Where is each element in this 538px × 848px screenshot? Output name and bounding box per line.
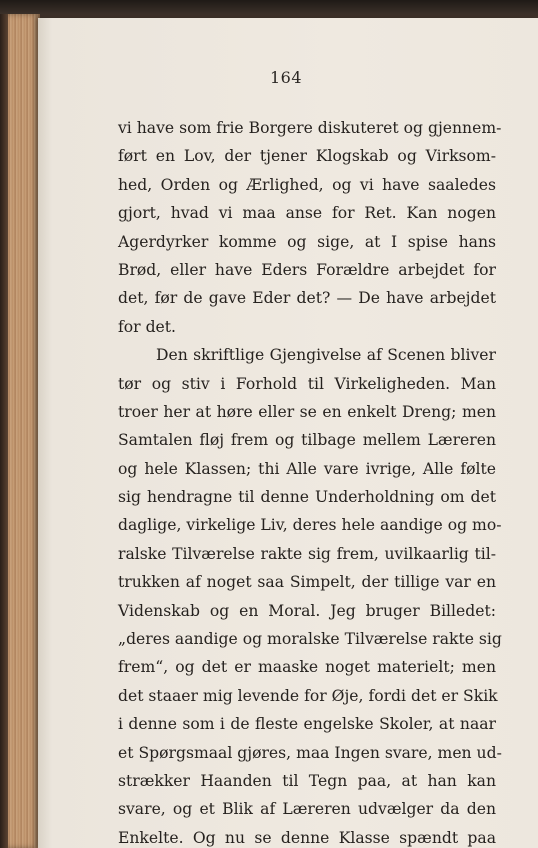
page-number: 164 — [269, 68, 303, 87]
text-line: troer her at høre eller se en enkelt Dreng; men — [118, 402, 496, 421]
text-line: i denne som i de fleste engelske Skoler, at naar — [118, 715, 496, 734]
text-line: det, før de gave Eder det? — De have arbejdet — [118, 289, 496, 308]
text-line: og hele Klassen; thi Alle vare ivrige, Alle følte — [118, 459, 496, 478]
text-line: Videnskab og en Moral. Jeg bruger Billedet: — [118, 601, 496, 620]
text-line: svare, og et Blik af Læreren udvælger da den — [118, 800, 496, 819]
text-line: daglige, virkelige Liv, deres hele aandige og mo- — [118, 516, 502, 535]
text-line: for det. — [118, 317, 177, 336]
text-line: Enkelte. Og nu se denne Klasse spændt paa — [118, 828, 496, 847]
text-line: ralske Tilværelse rakte sig frem, uvilkaarlig til- — [118, 544, 496, 563]
text-line: ført en Lov, der tjener Klogskab og Virksom- — [118, 147, 496, 166]
text-line: „deres aandige og moralske Tilværelse rakte sig — [118, 630, 502, 649]
book-spine-shadow — [0, 14, 8, 848]
text-line: tør og stiv i Forhold til Virkeligheden. Man — [118, 374, 496, 393]
text-line: sig hendragne til denne Underholdning om det — [118, 488, 496, 507]
text-line: frem“, og det er maaske noget materielt; men — [118, 658, 496, 677]
text-line: Brød, eller have Eders Forældre arbejdet for — [118, 260, 496, 279]
text-line: Samtalen fløj frem og tilbage mellem Læreren — [118, 431, 496, 450]
text-line: et Spørgsmaal gjøres, maa Ingen svare, men ud- — [118, 743, 502, 762]
text-line: trukken af noget saa Simpelt, der tillige var en — [118, 573, 496, 592]
text-line: strækker Haanden til Tegn paa, at han kan — [118, 771, 496, 790]
text-line: Den skriftlige Gjengivelse af Scenen bliver — [156, 346, 496, 365]
body-text — [118, 114, 502, 848]
text-line: vi have som frie Borgere diskuteret og gjennem- — [118, 119, 502, 137]
text-line: Agerdyrker komme og sige, at I spise hans — [118, 232, 496, 251]
text-line: gjort, hvad vi maa anse for Ret. Kan nogen — [118, 204, 496, 223]
text-line: det staaer mig levende for Øje, fordi det er Skik — [118, 686, 498, 705]
text-line: hed, Orden og Ærlighed, og vi have saaledes — [118, 175, 496, 194]
